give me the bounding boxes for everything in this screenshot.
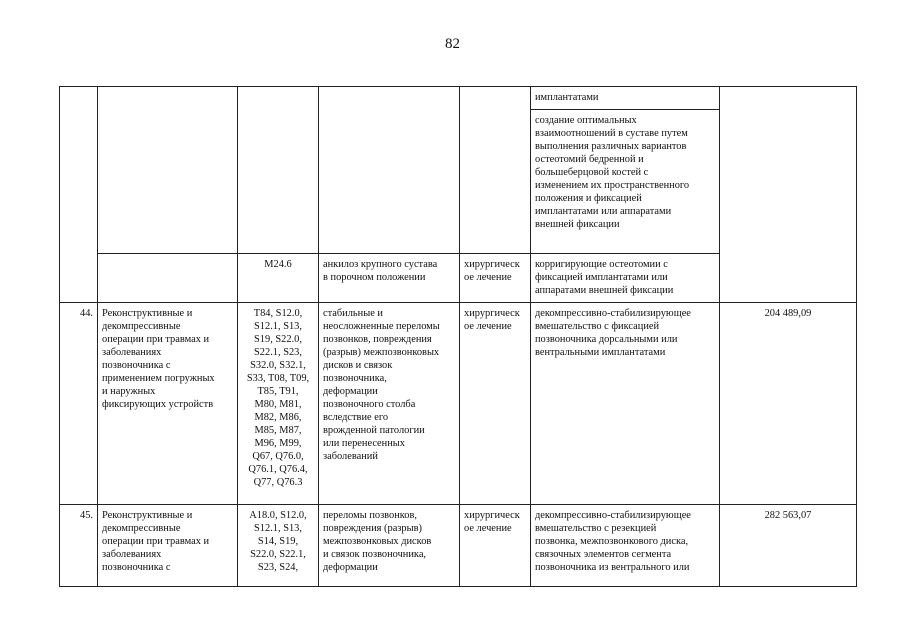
model-cell	[319, 254, 460, 303]
cell-text-line: S12.1, S13,	[254, 321, 302, 332]
name-cell	[98, 87, 238, 254]
cell-text-line: заболеваниях	[102, 549, 162, 560]
cell-text-line: S14, S19,	[257, 536, 299, 547]
cell-text-line: хирургическ	[464, 510, 520, 521]
cell-text-line: позвоночника,	[323, 373, 387, 384]
cell-text-line: (разрыв) межпозвонковых	[323, 347, 440, 358]
cell-text-line: переломы позвонков,	[323, 510, 417, 521]
name-cell	[98, 505, 238, 587]
cell-text-line: фиксирующих устройств	[102, 399, 214, 410]
cell-text-line: изменением их пространственного	[535, 180, 690, 191]
cell-text-line: декомпрессивно-стабилизирующее	[535, 308, 691, 319]
cell-text-line: вмешательство с фиксацией	[535, 321, 660, 332]
table-row	[60, 87, 857, 110]
codes-cell	[238, 87, 319, 254]
cell-text-line: позвоночника дорсальными или	[535, 334, 678, 345]
cell-text-line: S19, S22.0,	[254, 334, 302, 345]
cell-text-line: вмешательство с резекцией	[535, 523, 657, 534]
cell-text-line: S32.0, S32.1,	[250, 360, 306, 371]
cell-text-line: Реконструктивные и	[102, 510, 193, 521]
cell-text-line: стабильные и	[323, 308, 383, 319]
cell-text-line: S22.0, S22.1,	[250, 549, 306, 560]
cost-cell: 282 563,07	[720, 505, 857, 587]
cell-text-line: анкилоз крупного сустава	[323, 259, 438, 270]
treatment-cell	[531, 110, 720, 254]
cell-text-line: S12.1, S13,	[254, 523, 302, 534]
model-cell	[319, 303, 460, 505]
treatment-cell	[531, 87, 720, 110]
cell-text-line: декомпрессивные	[102, 523, 181, 534]
codes-cell	[238, 254, 319, 303]
cell-text-line: A18.0, S12.0,	[249, 510, 307, 521]
cell-text-line: внешней фиксации	[535, 219, 620, 230]
cell-text-line: позвоночника с	[102, 360, 171, 371]
table-row	[60, 505, 857, 587]
cell-text-line: позвоночника с	[102, 562, 171, 573]
cell-text-line: Q76.1, Q76.4,	[248, 464, 308, 475]
cell-text-line: декомпрессивно-стабилизирующее	[535, 510, 691, 521]
cell-text-line: T84, S12.0,	[253, 308, 303, 319]
cell-text-line: позвоночника из вентрального или	[535, 562, 690, 573]
cell-text-line: применением погружных	[102, 373, 215, 384]
cell-text-line: вентральными имплантатами	[535, 347, 666, 358]
cell-text-line: операции при травмах и	[102, 334, 210, 345]
cell-text-line: M80, M81,	[254, 399, 302, 410]
cell-text-line: деформации	[323, 562, 378, 573]
cell-text-line: позвонка, межпозвонкового диска,	[535, 536, 689, 547]
cell-text-line: в порочном положении	[323, 272, 426, 283]
cost-cell	[720, 87, 857, 303]
name-cell	[98, 254, 238, 303]
type-cell	[460, 303, 531, 505]
cell-text-line: ое лечение	[464, 321, 512, 332]
treatment-cell	[531, 505, 720, 587]
type-cell	[460, 87, 531, 254]
treatment-cell	[531, 303, 720, 505]
cell-text-line: имплантатами или аппаратами	[535, 206, 672, 217]
cost-cell: 204 489,09	[720, 303, 857, 505]
cell-text-line: дисков и связок	[323, 360, 393, 371]
cell-text-line: M24.6	[264, 259, 292, 270]
cell-text-line: T85, T91,	[257, 386, 299, 397]
cell-text-line: Реконструктивные и	[102, 308, 193, 319]
type-cell	[460, 254, 531, 303]
cell-text-line: S23, S24,	[257, 562, 299, 573]
cell-text-line: хирургическ	[464, 259, 520, 270]
model-cell	[319, 505, 460, 587]
cell-text-line: или перенесенных	[323, 438, 405, 449]
treatment-cell	[531, 254, 720, 303]
cell-text-line: M82, M86,	[254, 412, 302, 423]
cell-text-line: остеотомий бедренной и	[535, 154, 644, 165]
codes-cell	[238, 303, 319, 505]
cell-text-line: корригирующие остеотомии с	[535, 259, 668, 270]
cell-text-line: создание оптимальных	[535, 115, 637, 126]
number-cell: 44.	[60, 303, 98, 505]
cell-text-line: неосложненные переломы	[323, 321, 440, 332]
type-cell	[460, 505, 531, 587]
cell-text-line: большеберцовой костей с	[535, 167, 649, 178]
cell-text-line: заболеваниях	[102, 347, 162, 358]
cell-text-line: операции при травмах и	[102, 536, 210, 547]
number-cell	[60, 87, 98, 303]
cell-text-line: M96, M99,	[254, 438, 302, 449]
codes-cell	[238, 505, 319, 587]
model-cell	[319, 87, 460, 254]
cell-text-line: хирургическ	[464, 308, 520, 319]
cell-text-line: декомпрессивные	[102, 321, 181, 332]
cell-text-line: аппаратами внешней фиксации	[535, 285, 674, 296]
cell-text-line: ое лечение	[464, 272, 512, 283]
cell-text-line: и связок позвоночника,	[323, 549, 427, 560]
cell-text-line: выполнения различных вариантов	[535, 141, 687, 152]
cell-text-line: заболеваний	[323, 451, 378, 462]
cell-text-line: имплантатами	[535, 92, 599, 103]
cell-text-line: S33, T08, T09,	[246, 373, 310, 384]
table-row	[60, 303, 857, 505]
cell-text-line: связочных элементов сегмента	[535, 549, 672, 560]
cell-text-line: деформации	[323, 386, 378, 397]
cell-text-line: вследствие его	[323, 412, 389, 423]
cell-text-line: позвонков, повреждения	[323, 334, 432, 345]
number-cell: 45.	[60, 505, 98, 587]
cell-text-line: Q77, Q76.3	[253, 477, 303, 488]
cell-text-line: ое лечение	[464, 523, 512, 534]
cell-text-line: взаимоотношений в суставе путем	[535, 128, 688, 139]
cell-text-line: фиксацией имплантатами или	[535, 272, 668, 283]
medical-care-table	[59, 86, 857, 587]
cell-text-line: межпозвонковых дисков	[323, 536, 432, 547]
cell-text-line: повреждения (разрыв)	[323, 523, 422, 534]
cell-text-line: врожденной патологии	[323, 425, 425, 436]
cell-text-line: и наружных	[102, 386, 156, 397]
cell-text-line: S22.1, S23,	[254, 347, 302, 358]
cell-text-line: Q67, Q76.0,	[252, 451, 304, 462]
cell-text-line: положения и фиксацией	[535, 193, 642, 204]
name-cell	[98, 303, 238, 505]
cell-text-line: M85, M87,	[254, 425, 302, 436]
page-number: 82	[445, 36, 460, 52]
cell-text-line: позвоночного столба	[323, 399, 416, 410]
